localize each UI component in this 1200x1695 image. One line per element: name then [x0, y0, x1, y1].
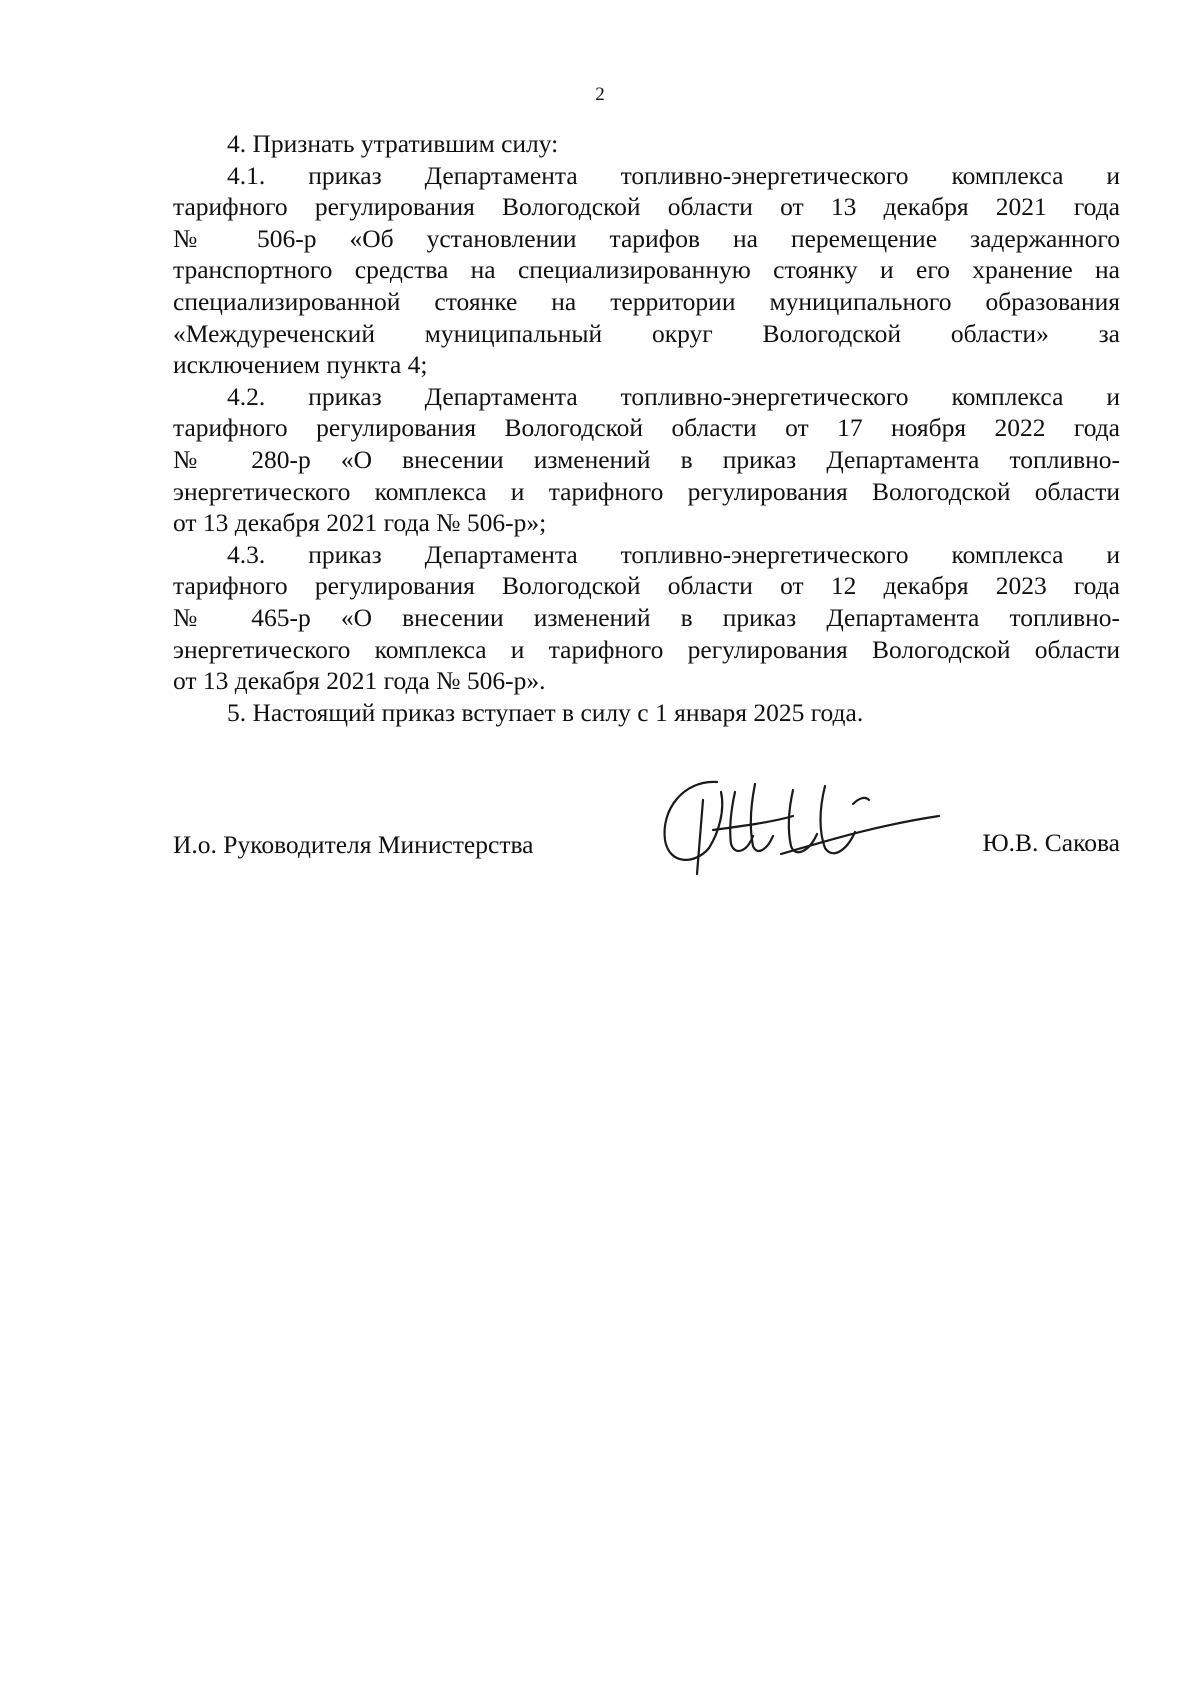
item-4-1-line-4: транспортного средства на специализированную стоянку и его хранение на	[173, 255, 1120, 285]
signature-block	[173, 770, 1120, 890]
item-4-3-line-5: от 13 декабря 2021 года № 506-р».	[173, 666, 546, 696]
item-4-3-line-1: 4.3. приказ Департамента топливно-энергетического комплекса и	[227, 539, 1120, 569]
item-4-1-line-5: специализированной стоянке на территории муниципального образования	[173, 286, 1120, 316]
item-4-3-line-2: тарифного регулирования Вологодской области от 12 декабря 2023 года	[173, 571, 1120, 601]
signer-name: Ю.В. Сакова	[982, 828, 1120, 857]
item-4-2-line-3: № 280-р «О внесении изменений в приказ Департамента топливно-	[173, 444, 1120, 474]
document-body	[173, 128, 1120, 728]
item-4-2-line-4: энергетического комплекса и тарифного регулирования Вологодской области	[173, 476, 1120, 506]
item-4-2-line-2: тарифного регулирования Вологодской области от 17 ноября 2022 года	[173, 413, 1120, 443]
item-4-2-line-1: 4.2. приказ Департамента топливно-энергетического комплекса и	[227, 381, 1120, 411]
item-4-1-line-2: тарифного регулирования Вологодской области от 13 декабря 2021 года	[173, 192, 1120, 222]
item-4-2-line-5: от 13 декабря 2021 года № 506-р»;	[173, 508, 547, 538]
item-4-3-line-3: № 465-р «О внесении изменений в приказ Департамента топливно-	[173, 602, 1120, 632]
item-4-1-line-3: № 506-р «Об установлении тарифов на перемещение задержанного	[173, 223, 1120, 253]
item-4-1-line-1: 4.1. приказ Департамента топливно-энергетического комплекса и	[227, 160, 1120, 190]
item-4-1-line-7: исключением пункта 4;	[173, 350, 428, 380]
handwritten-signature	[643, 770, 943, 885]
signer-title: И.о. Руководителя Министерства	[173, 830, 534, 859]
item-4-1-line-6: «Междуреченский муниципальный округ Вологодской области» за	[173, 318, 1120, 348]
item-4-3-line-4: энергетического комплекса и тарифного регулирования Вологодской области	[173, 634, 1120, 664]
item-5: 5. Настоящий приказ вступает в силу с 1 января 2025 года.	[227, 697, 864, 727]
item-4-heading: 4. Признать утратившим силу:	[227, 129, 559, 158]
page-number: 2	[595, 84, 605, 105]
